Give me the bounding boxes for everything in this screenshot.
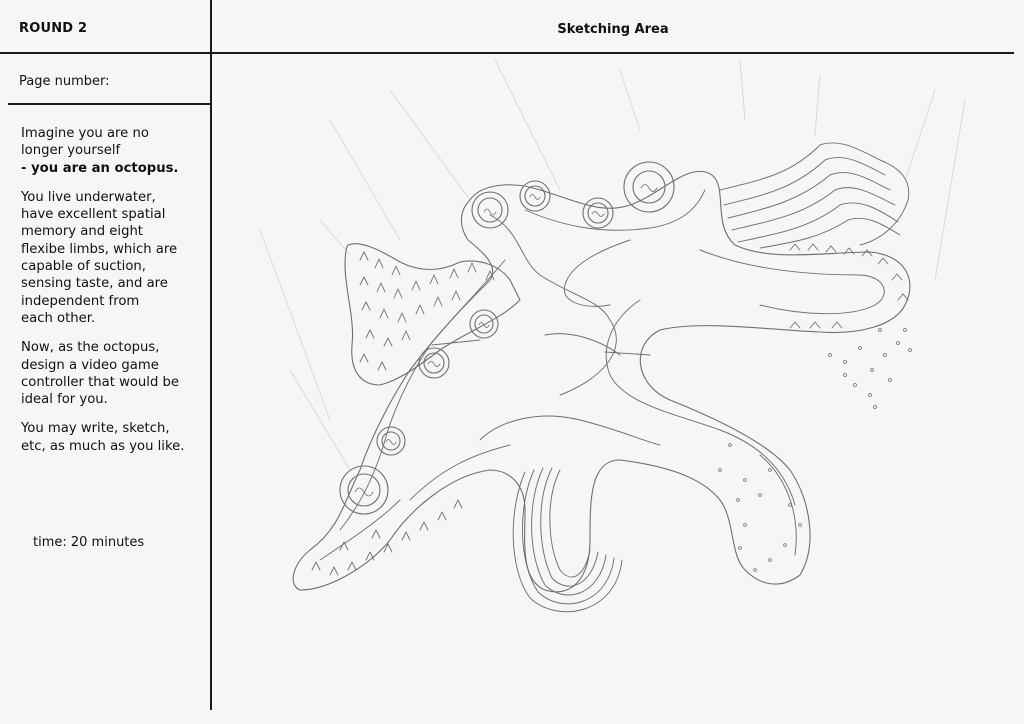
freedom-paragraph (21, 420, 206, 455)
desc-line: memory and eight (21, 224, 143, 240)
task-line: controller that would be (21, 374, 179, 390)
intro-line-2: longer yourself (21, 143, 121, 159)
round-label: ROUND 2 (19, 21, 88, 36)
desc-line: have excellent spatial (21, 207, 166, 223)
tentacle-spikes (312, 500, 462, 575)
task-line: Now, as the octopus, (21, 340, 160, 356)
intro-paragraph (21, 125, 206, 177)
desc-line: sensing taste, and are (21, 276, 168, 292)
sketching-area-title: Sketching Area (557, 22, 669, 37)
octopus-description (21, 189, 206, 327)
instructions (21, 125, 206, 467)
task-paragraph (21, 339, 206, 408)
freedom-line: etc, as much as you like. (21, 438, 185, 454)
desc-line: each other. (21, 310, 96, 326)
task-line: design a video game (21, 357, 159, 373)
page-number-field[interactable]: Page number: (19, 74, 110, 89)
intro-bold: - you are an octopus. (21, 160, 179, 176)
desc-line: independent from (21, 293, 140, 309)
header-divider (0, 52, 1014, 54)
button-scribbles (355, 185, 657, 497)
intro-line-1: Imagine you are no (21, 126, 149, 141)
page-number-divider (8, 103, 212, 105)
wavy-stripes (720, 143, 909, 248)
sketch-drawing (212, 55, 1012, 705)
freedom-line: You may write, sketch, (21, 421, 170, 437)
desc-line: flexibe limbs, which are (21, 241, 178, 257)
octopus-body (293, 171, 910, 592)
suction-cup-buttons (340, 162, 674, 514)
speckle-dots (719, 329, 912, 572)
desc-line: capable of suction, (21, 259, 146, 275)
task-line: ideal for you. (21, 392, 108, 408)
time-limit: time: 20 minutes (33, 535, 145, 550)
background-streaks (260, 60, 965, 470)
desc-line: You live underwater, (21, 189, 156, 205)
